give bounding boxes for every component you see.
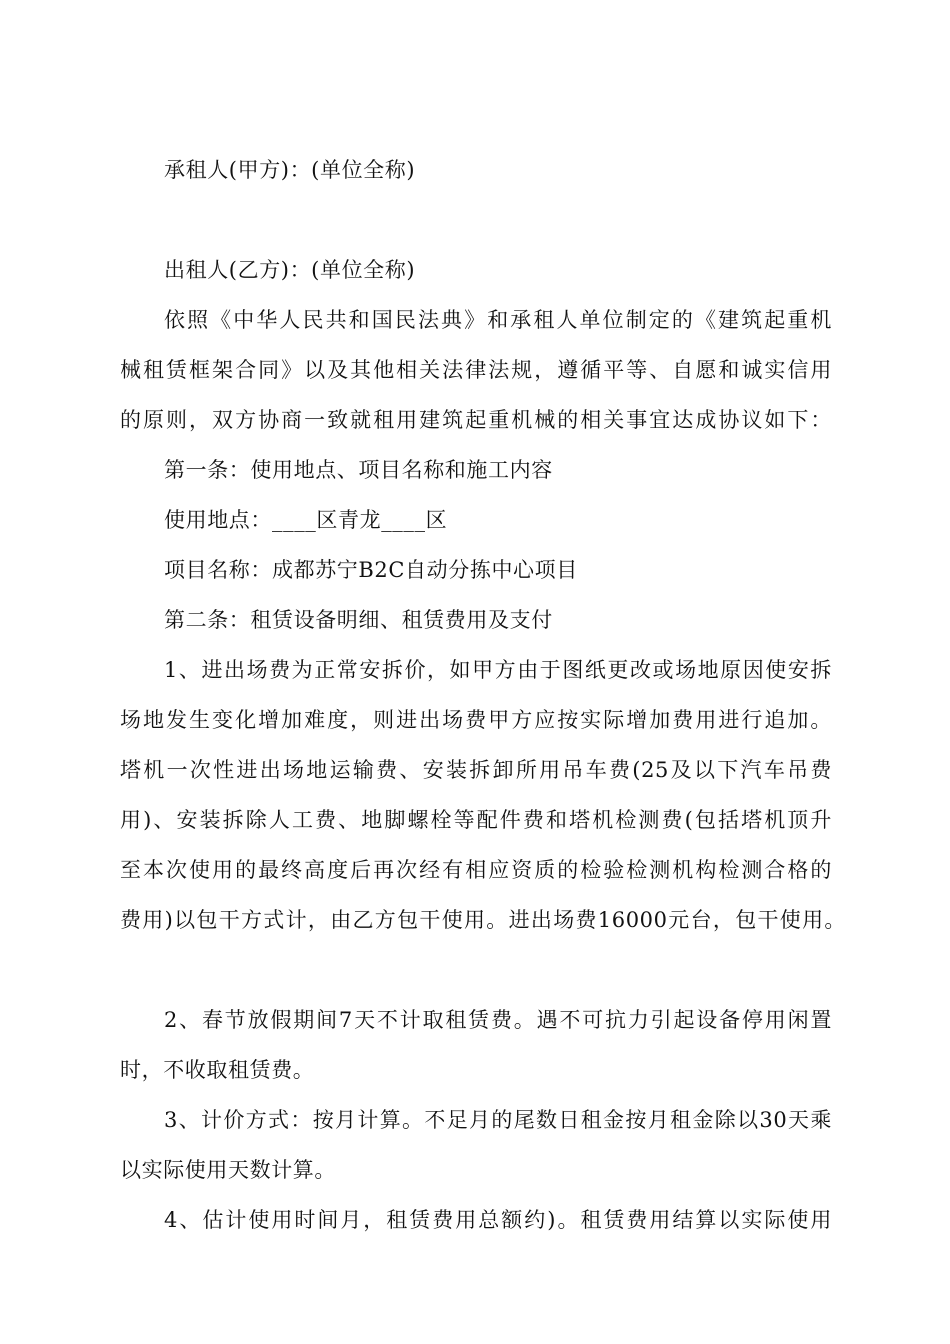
article2-item3-line2: 以实际使用天数计算。 — [120, 1158, 336, 1182]
article2-item1-line6: 费用)以包干方式计，由乙方包干使用。进出场费16000元台，包干使用。 — [120, 908, 846, 932]
article2-item4-line1: 4、估计使用时间月，租赁费用总额约)。租赁费用结算以实际使用 — [164, 1208, 832, 1232]
article2-item2-line2: 时，不收取租赁费。 — [120, 1058, 315, 1082]
article1-project: 项目名称：成都苏宁B2C自动分拣中心项目 — [164, 558, 578, 582]
lessor-line: 出租人(乙方)：(单位全称) — [164, 258, 416, 282]
article2-item2-line1: 2、春节放假期间7天不计取租赁费。遇不可抗力引起设备停用闲置 — [164, 1008, 832, 1032]
article2-item1-line5: 至本次使用的最终高度后再次经有相应资质的检验检测机构检测合格的 — [120, 858, 832, 882]
article2-item1-line3: 塔机一次性进出场地运输费、安装拆卸所用吊车费(25及以下汽车吊费 — [120, 758, 832, 782]
lessee-line: 承租人(甲方)：(单位全称) — [164, 158, 416, 182]
article2-item1-line1: 1、进出场费为正常安拆价，如甲方由于图纸更改或场地原因使安拆 — [164, 658, 832, 682]
intro-line-1: 依照《中华人民共和国民法典》和承租人单位制定的《建筑起重机 — [164, 308, 832, 332]
article2-item1-line4: 用)、安装拆除人工费、地脚螺栓等配件费和塔机检测费(包括塔机顶升 — [120, 808, 832, 832]
article2-item1-line2: 场地发生变化增加难度，则进出场费甲方应按实际增加费用进行追加。 — [120, 708, 832, 732]
intro-line-3: 的原则，双方协商一致就租用建筑起重机械的相关事宜达成协议如下： — [120, 408, 832, 432]
article1-heading: 第一条：使用地点、项目名称和施工内容 — [164, 458, 553, 482]
article1-location: 使用地点：____区青龙____区 — [164, 508, 448, 532]
article2-item3-line1: 3、计价方式：按月计算。不足月的尾数日租金按月租金除以30天乘 — [164, 1108, 832, 1132]
article2-heading: 第二条：租赁设备明细、租赁费用及支付 — [164, 608, 553, 632]
intro-line-2: 械租赁框架合同》以及其他相关法律法规，遵循平等、自愿和诚实信用 — [120, 358, 832, 382]
